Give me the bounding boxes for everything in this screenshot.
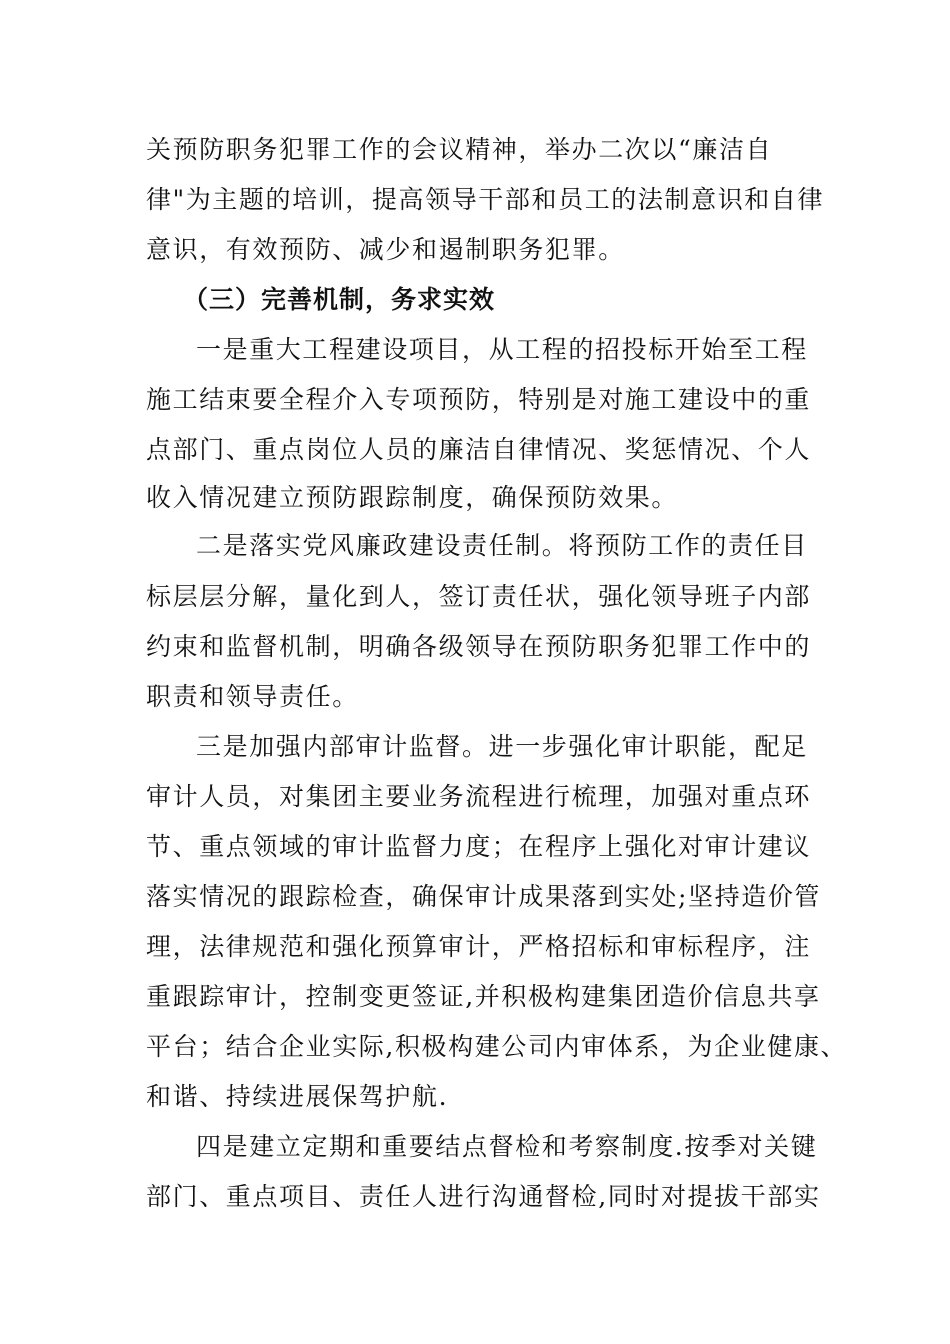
text-line: 收入情况建立预防跟踪制度，确保预防效果。 [146, 483, 679, 512]
text-line: 节、重点领域的审计监督力度；在程序上强化对审计建议 [146, 832, 812, 861]
text-line: 和谐、持续进展保驾护航. [146, 1082, 449, 1111]
paragraph-first-line: 二是落实党风廉政建设责任制。将预防工作的责任目 [196, 531, 808, 560]
paragraph-first-line: 四是建立定期和重要结点督检和考察制度.按季对关键 [196, 1132, 818, 1161]
section-heading: （三）完善机制，务求实效 [183, 285, 496, 314]
text-line: 审计人员，对集团主要业务流程进行梳理，加强对重点环 [146, 782, 812, 811]
text-line: 平台；结合企业实际,积极构建公司内审体系，为企业健康、 [146, 1032, 848, 1061]
text-line: 施工结束要全程介入专项预防，特别是对施工建设中的重 [146, 385, 812, 414]
text-line: 点部门、重点岗位人员的廉洁自律情况、奖惩情况、个人 [146, 435, 812, 464]
text-line: 落实情况的跟踪检查，确保审计成果落到实处;坚持造价管 [146, 882, 822, 911]
text-line: 意识，有效预防、减少和遏制职务犯罪。 [146, 235, 625, 264]
paragraph-first-line: 三是加强内部审计监督。进一步强化审计职能，配足 [196, 732, 808, 761]
text-line: 理，法律规范和强化预算审计，严格招标和审标程序，注 [146, 932, 812, 961]
text-line: 重跟踪审计，控制变更签证,并积极构建集团造价信息共享 [146, 982, 821, 1011]
text-line: 标层层分解，量化到人，签订责任状，强化领导班子内部 [146, 582, 812, 611]
text-line: 律"为主题的培训，提高领导干部和员工的法制意识和自律 [146, 185, 825, 214]
text-line: 部门、重点项目、责任人进行沟通督检,同时对提拔干部实 [146, 1182, 821, 1211]
text-line: 关预防职务犯罪工作的会议精神，举办二次以“廉洁自 [146, 135, 773, 164]
text-line: 职责和领导责任。 [146, 682, 359, 711]
text-line: 约束和监督机制，明确各级领导在预防职务犯罪工作中的 [146, 632, 812, 661]
paragraph-first-line: 一是重大工程建设项目，从工程的招投标开始至工程 [196, 335, 808, 364]
